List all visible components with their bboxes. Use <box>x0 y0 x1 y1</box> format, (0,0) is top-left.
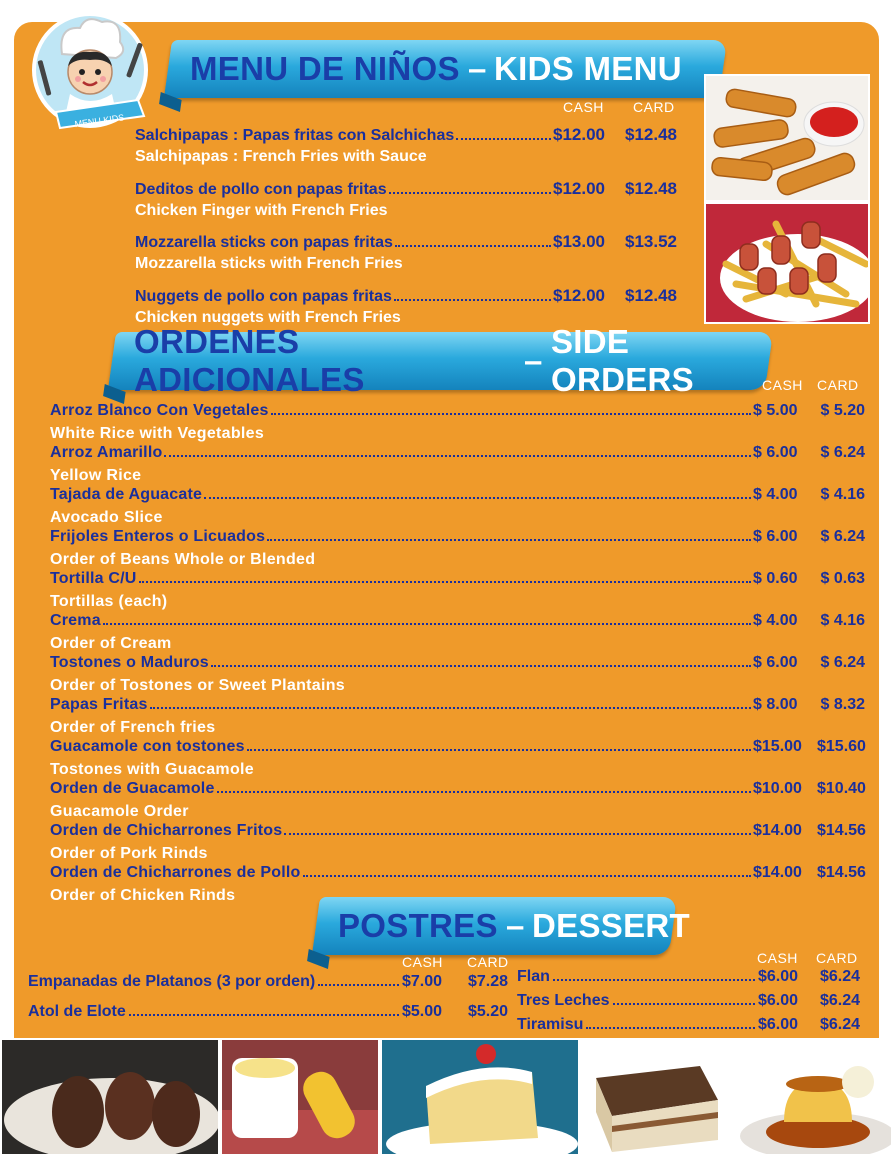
item-name-es: Tiramisu <box>517 1016 584 1033</box>
salchipapas-photo <box>704 202 870 324</box>
card-price: $14.56 <box>817 864 866 881</box>
sides-cash-header: CASH <box>762 377 803 393</box>
side-item <box>50 402 865 444</box>
cash-price: $12.00 <box>553 286 605 305</box>
dot-leader <box>267 539 751 541</box>
item-name-es: Orden de Chicharrones de Pollo <box>50 864 301 881</box>
cash-price: $6.00 <box>757 1016 798 1033</box>
card-price: $6.24 <box>819 1016 860 1033</box>
item-name-es: Tres Leches <box>517 992 610 1009</box>
kids-item <box>135 286 685 328</box>
card-price: $ 6.24 <box>820 444 865 461</box>
item-name-en: Tortillas (each) <box>50 593 168 610</box>
dot-leader <box>284 833 751 835</box>
item-name-es: Guacamole con tostones <box>50 738 245 755</box>
item-name-es: Frijoles Enteros o Licuados <box>50 528 266 545</box>
cash-price: $7.00 <box>401 973 442 990</box>
dot-leader <box>217 791 751 793</box>
dot-leader <box>318 984 399 986</box>
item-name-en: Mozzarella sticks with French Fries <box>135 255 403 272</box>
dot-leader <box>211 665 751 667</box>
cash-price: $10.00 <box>753 780 802 797</box>
cash-price: $ 6.00 <box>753 654 798 671</box>
dessert-left-cash-header: CASH <box>402 954 443 970</box>
side-item <box>50 486 865 528</box>
card-price: $12.48 <box>625 286 677 305</box>
item-name-en: Order of French fries <box>50 719 216 736</box>
side-orders-list <box>50 402 865 906</box>
atol-de-elote-photo <box>220 1038 380 1156</box>
kids-item <box>135 179 685 221</box>
kids-item <box>135 232 685 274</box>
dessert-item <box>28 1003 508 1027</box>
item-name-es: Tortilla C/U <box>50 570 137 587</box>
item-name-en: Chicken nuggets with French Fries <box>135 309 401 326</box>
dessert-item <box>517 992 860 1016</box>
dot-leader <box>303 875 752 877</box>
side-item <box>50 654 865 696</box>
item-name-en: Order of Cream <box>50 635 172 652</box>
sides-card-header: CARD <box>817 377 859 393</box>
item-name-en: Guacamole Order <box>50 803 189 820</box>
side-item <box>50 528 865 570</box>
dot-leader <box>395 245 551 247</box>
card-price: $14.56 <box>817 822 866 839</box>
side-item <box>50 738 865 780</box>
card-price: $5.20 <box>467 1003 508 1020</box>
side-item <box>50 570 865 612</box>
dot-leader <box>613 1003 755 1005</box>
item-name-es: Arroz Amarillo <box>50 444 163 461</box>
item-name-es: Empanadas de Platanos (3 por orden) <box>28 973 316 990</box>
item-name-es: Crema <box>50 612 101 629</box>
cash-price: $ 0.60 <box>753 570 798 587</box>
side-orders-banner <box>108 323 773 398</box>
sides-title-sep: – <box>524 342 543 379</box>
dot-leader <box>394 299 551 301</box>
side-item <box>50 696 865 738</box>
sides-title-es: ORDENES ADICIONALES <box>134 323 365 398</box>
card-price: $13.52 <box>625 232 677 251</box>
card-price: $6.24 <box>819 992 860 1009</box>
dessert-item <box>517 968 860 992</box>
item-name-es: Atol de Elote <box>28 1003 126 1020</box>
card-price: $6.24 <box>819 968 860 985</box>
card-price: $ 6.24 <box>820 654 865 671</box>
card-price: $15.60 <box>817 738 866 755</box>
item-name-es: Flan <box>517 968 550 985</box>
kids-card-header: CARD <box>633 99 675 115</box>
side-item <box>50 612 865 654</box>
item-name-es: Tajada de Aguacate <box>50 486 203 503</box>
item-name-es: Arroz Blanco Con Vegetales <box>50 402 269 419</box>
dot-leader <box>456 138 551 140</box>
dot-leader <box>271 413 751 415</box>
cash-price: $6.00 <box>757 968 798 985</box>
kids-title-es: MENU DE NIÑOS <box>190 50 460 87</box>
side-item <box>50 444 865 486</box>
item-name-en: Tostones with Guacamole <box>50 761 254 778</box>
card-price: $ 5.20 <box>820 402 865 419</box>
dessert-banner <box>312 897 691 955</box>
chicken-fingers-photo <box>704 74 870 202</box>
logo-badge-text: MENU KIDS <box>73 112 125 130</box>
dot-leader <box>164 455 751 457</box>
item-name-en: Salchipapas : French Fries with Sauce <box>135 148 427 165</box>
card-price: $12.48 <box>625 179 677 198</box>
cash-price: $ 6.00 <box>753 444 798 461</box>
chef-kid-logo <box>28 8 156 136</box>
item-name-en: Order of Beans Whole or Blended <box>50 551 316 568</box>
cash-price: $5.00 <box>401 1003 442 1020</box>
dessert-item <box>28 973 508 997</box>
item-name-en: Order of Chicken Rinds <box>50 887 236 904</box>
cash-price: $ 4.00 <box>753 612 798 629</box>
card-price: $7.28 <box>467 973 508 990</box>
card-price: $ 4.16 <box>820 612 865 629</box>
item-name-es: Deditos de pollo con papas fritas <box>135 181 387 198</box>
flan-photo <box>726 1038 893 1156</box>
dessert-item <box>517 1016 860 1040</box>
kids-cash-header: CASH <box>563 99 604 115</box>
card-price: $ 8.32 <box>820 696 865 713</box>
cash-price: $14.00 <box>753 864 802 881</box>
cash-price: $12.00 <box>553 125 605 144</box>
side-item <box>50 780 865 822</box>
dessert-right-card-header: CARD <box>816 950 858 966</box>
tres-leches-photo <box>380 1038 580 1156</box>
cash-price: $6.00 <box>757 992 798 1009</box>
dot-leader <box>150 707 751 709</box>
dot-leader <box>389 192 551 194</box>
tiramisu-photo <box>580 1038 726 1156</box>
card-price: $ 6.24 <box>820 528 865 545</box>
dot-leader <box>586 1027 755 1029</box>
side-item <box>50 822 865 864</box>
kids-title-sep: – <box>467 50 487 87</box>
item-name-es: Mozzarella sticks con papas fritas <box>135 234 393 251</box>
dessert-title-en: DESSERT <box>532 907 691 944</box>
cash-price: $ 6.00 <box>753 528 798 545</box>
item-name-es: Nuggets de pollo con papas fritas <box>135 288 392 305</box>
cash-price: $ 4.00 <box>753 486 798 503</box>
item-name-en: Order of Tostones or Sweet Plantains <box>50 677 346 694</box>
item-name-en: Order of Pork Rinds <box>50 845 208 862</box>
cash-price: $15.00 <box>753 738 802 755</box>
item-name-es: Orden de Guacamole <box>50 780 215 797</box>
item-name-en: White Rice with Vegetables <box>50 425 265 442</box>
item-name-es: Papas Fritas <box>50 696 148 713</box>
item-name-es: Orden de Chicharrones Fritos <box>50 822 283 839</box>
cash-price: $12.00 <box>553 179 605 198</box>
card-price: $12.48 <box>625 125 677 144</box>
dot-leader <box>553 979 755 981</box>
item-name-en: Yellow Rice <box>50 467 142 484</box>
dot-leader <box>247 749 751 751</box>
card-price: $10.40 <box>817 780 866 797</box>
dessert-title-es: POSTRES <box>338 907 498 944</box>
kids-menu-banner <box>164 40 727 98</box>
item-name-es: Tostones o Maduros <box>50 654 209 671</box>
dot-leader <box>103 623 751 625</box>
dot-leader <box>129 1014 399 1016</box>
kids-item <box>135 125 685 167</box>
dessert-title-sep: – <box>505 907 525 944</box>
dessert-left-card-header: CARD <box>467 954 509 970</box>
dot-leader <box>204 497 751 499</box>
card-price: $ 4.16 <box>820 486 865 503</box>
sides-title-en: SIDE ORDERS <box>550 323 694 398</box>
item-name-es: Salchipapas : Papas fritas con Salchichas <box>135 127 455 144</box>
cash-price: $13.00 <box>553 232 605 251</box>
dessert-right-cash-header: CASH <box>757 950 798 966</box>
cash-price: $14.00 <box>753 822 802 839</box>
cash-price: $ 5.00 <box>753 402 798 419</box>
dot-leader <box>139 581 751 583</box>
empanadas-photo <box>0 1038 220 1156</box>
item-name-en: Avocado Slice <box>50 509 163 526</box>
kids-title-en: KIDS MENU <box>494 50 682 87</box>
cash-price: $ 8.00 <box>753 696 798 713</box>
item-name-en: Chicken Finger with French Fries <box>135 202 388 219</box>
card-price: $ 0.63 <box>820 570 865 587</box>
